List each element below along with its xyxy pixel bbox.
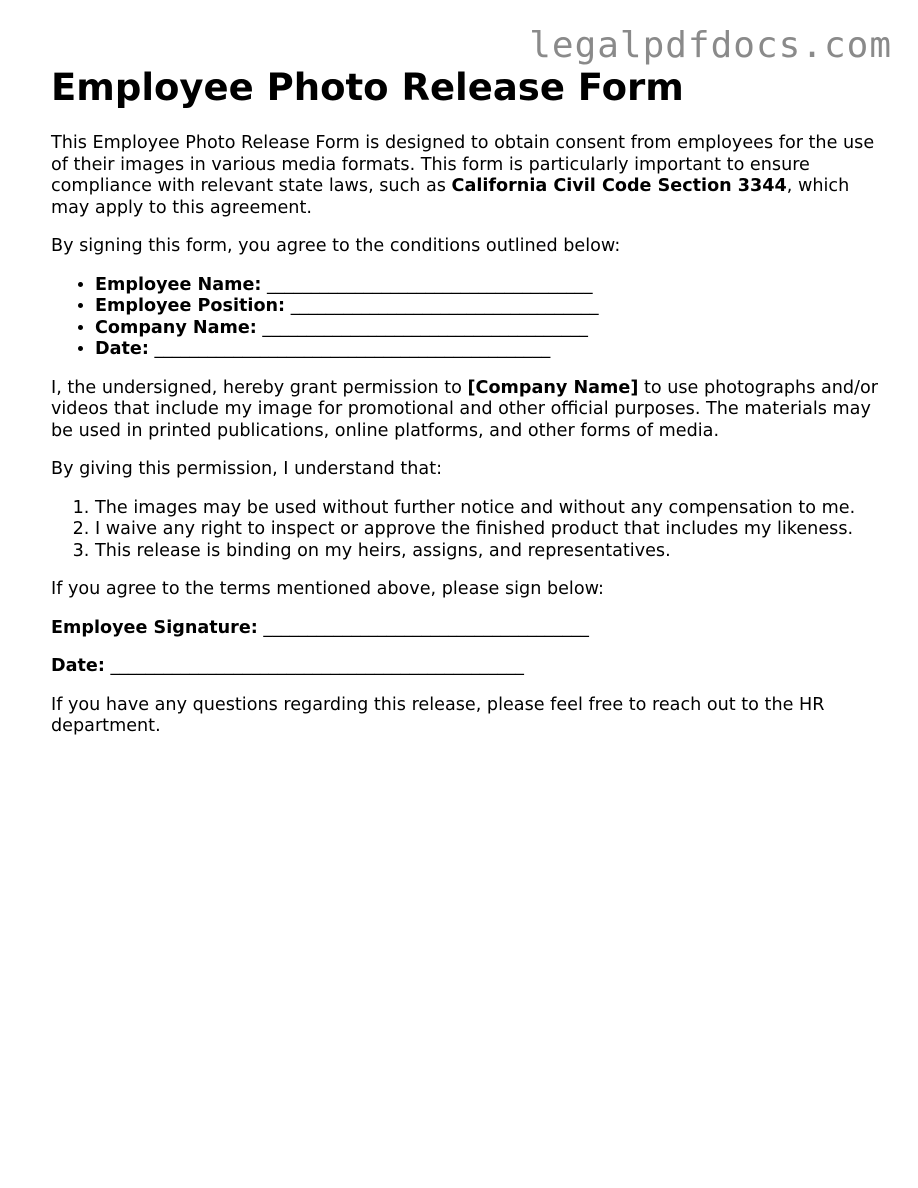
page-title: Employee Photo Release Form — [51, 66, 684, 109]
term-item: 3. This release is binding on my heirs, assigns, and representatives. — [95, 541, 881, 563]
closing-paragraph: If you have any questions regarding this release, please feel free to reach out to the HR department. — [51, 694, 825, 736]
term-item: 2. I waive any right to inspect or approve the finished product that includes my likeness. — [95, 519, 881, 541]
watermark: legalpdfdocs.com — [529, 25, 892, 66]
field-label: Employee Position: — [95, 296, 286, 316]
field-date[interactable] — [95, 339, 881, 361]
field-blank-line[interactable]: _____________________________________________ — [154, 339, 551, 359]
permission-text-after: to use photographs and/or videos that include my image for promotional and other official purposes. The materials may be used in printed publications, online platforms, and other forms of media. — [51, 377, 878, 441]
sign-intro: If you agree to the terms mentioned above, please sign below: — [51, 579, 604, 599]
document-body — [51, 66, 881, 755]
field-employee-position[interactable] — [95, 296, 881, 318]
field-label: Company Name: — [95, 317, 257, 338]
field-blank-line[interactable]: _____________________________________ — [267, 274, 593, 295]
signature-field[interactable] — [51, 618, 881, 640]
field-blank-line[interactable]: _____________________________________ — [262, 317, 588, 338]
signature-date-field[interactable] — [51, 656, 881, 678]
field-company-name[interactable] — [95, 318, 881, 340]
company-placeholder: [Company Name] — [467, 377, 639, 398]
field-label: Employee Name: — [95, 274, 262, 295]
terms-list — [51, 498, 881, 563]
permission-text-before: I, the undersigned, hereby grant permission to — [51, 377, 468, 398]
signature-date-blank-line[interactable]: _______________________________________________ — [110, 656, 524, 676]
field-blank-line[interactable]: ___________________________________ — [290, 296, 599, 316]
field-label: Date: — [95, 339, 149, 359]
signature-blank-line[interactable]: _____________________________________ — [263, 617, 589, 638]
fields-list — [51, 275, 881, 361]
intro-text-before: This Employee Photo Release Form is designed to obtain consent from employees for the use of their images in various media formats. This form is particularly important to ensure compliance with relevant state laws, such as — [51, 133, 875, 196]
signature-label: Employee Signature: — [51, 617, 258, 638]
conditions-intro: By signing this form, you agree to the conditions outlined below: — [51, 236, 621, 256]
field-employee-name[interactable] — [95, 275, 881, 297]
understand-intro: By giving this permission, I understand that: — [51, 459, 443, 479]
intro-paragraph — [51, 133, 881, 219]
intro-text-after: , which may apply to this agreement. — [51, 176, 850, 218]
signature-date-label: Date: — [51, 656, 105, 676]
permission-paragraph — [51, 378, 881, 443]
intro-law-reference: California Civil Code Section 3344 — [451, 176, 787, 196]
term-item: 1. The images may be used without further notice and without any compensation to me. — [95, 498, 881, 520]
